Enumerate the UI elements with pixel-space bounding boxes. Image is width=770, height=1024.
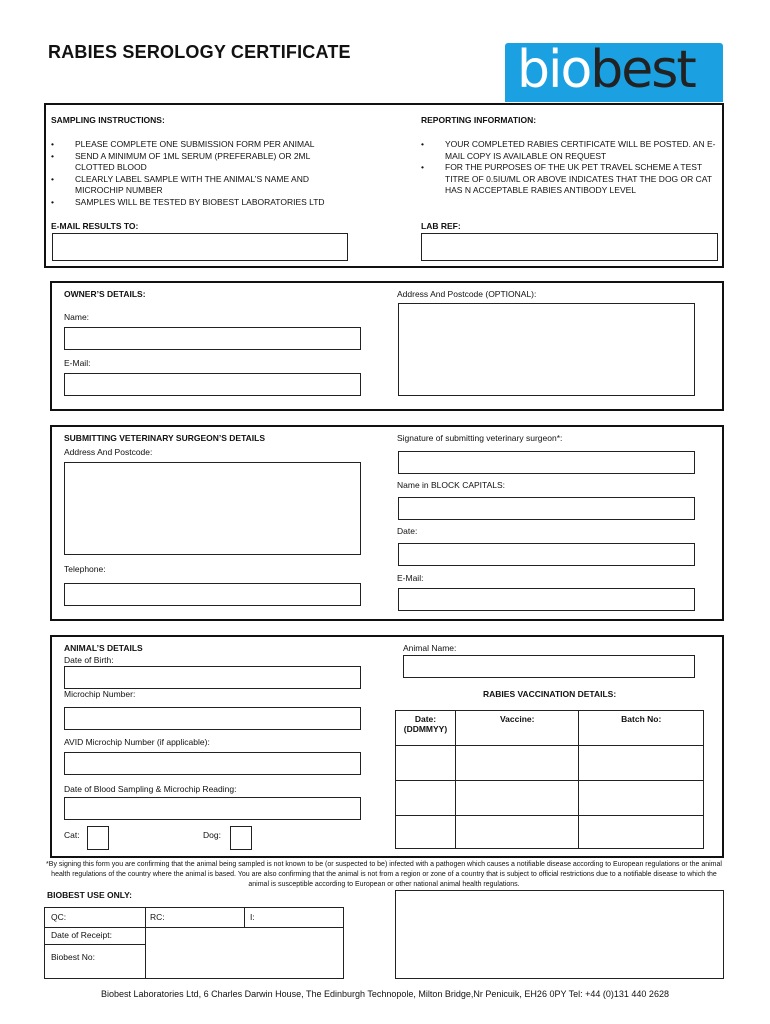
list-item: • FOR THE PURPOSES OF THE UK PET TRAVEL SCHEME A TEST TITRE OF 0.5IU/ML OR ABOVE INDICATES THAT THE DOG OR CAT HAS N ACCEPTABLE RABIES ANTIBODY LEVEL bbox=[421, 162, 721, 197]
column-header: Batch No: bbox=[579, 711, 704, 746]
microchip-field[interactable] bbox=[64, 707, 361, 730]
animal-name-label: Animal Name: bbox=[403, 643, 457, 653]
biobest-logo: biobest bbox=[505, 43, 723, 102]
animal-dob-label: Date of Birth: bbox=[64, 655, 114, 665]
vet-signature-field[interactable] bbox=[398, 451, 695, 474]
owner-email-label: E-Mail: bbox=[64, 358, 91, 368]
reporting-list bbox=[421, 139, 721, 197]
sampling-date-label: Date of Blood Sampling & Microchip Reading: bbox=[64, 784, 237, 794]
owner-heading: OWNER’S DETAILS: bbox=[64, 289, 146, 299]
table-row bbox=[396, 781, 704, 816]
list-item: • CLEARLY LABEL SAMPLE WITH THE ANIMAL’S NAME AND MICROCHIP NUMBER bbox=[51, 174, 336, 197]
sampling-date-field[interactable] bbox=[64, 797, 361, 820]
email-results-field[interactable] bbox=[52, 233, 348, 261]
reporting-heading: REPORTING INFORMATION: bbox=[421, 115, 537, 125]
column-header: Vaccine: bbox=[455, 711, 579, 746]
vet-telephone-label: Telephone: bbox=[64, 564, 106, 574]
lab-ref-label: LAB REF: bbox=[421, 221, 461, 231]
vet-email-field[interactable] bbox=[398, 588, 695, 611]
footer-address: Biobest Laboratories Ltd, 6 Charles Darwin House, The Edinburgh Technopole, Milton Bridge,Nr Penicuik, EH26 0PY Tel: +44 (0)131 440 2628 bbox=[101, 989, 669, 999]
divider bbox=[44, 927, 344, 928]
owner-email-field[interactable] bbox=[64, 373, 361, 396]
list-item: • SEND A MINIMUM OF 1ML SERUM (PREFERABLE) OR 2ML CLOTTED BLOOD bbox=[51, 151, 336, 174]
cat-checkbox[interactable] bbox=[87, 826, 109, 850]
owner-address-label: Address And Postcode (OPTIONAL): bbox=[397, 289, 537, 299]
vet-signature-label: Signature of submitting veterinary surgeon*: bbox=[397, 433, 563, 443]
vaccination-heading: RABIES VACCINATION DETAILS: bbox=[483, 689, 617, 699]
page-title: RABIES SEROLOGY CERTIFICATE bbox=[48, 42, 351, 62]
divider bbox=[44, 944, 145, 945]
declaration-note: *By signing this form you are confirming that the animal being sampled is not known to be (or suspected to be) infected with a pathogen which causes a notifiable disease according to European regulations or the animal health regulations of the country where the animal is based. You are also confirming that the animal is not from a region or zone of a country that is subject to official restrictions due to a notifiable disease to which the animal is susceptible according to European or other national animal health regulations. bbox=[46, 861, 722, 888]
divider bbox=[244, 907, 245, 927]
vet-name-caps-field[interactable] bbox=[398, 497, 695, 520]
microchip-label: Microchip Number: bbox=[64, 689, 136, 699]
vet-telephone-field[interactable] bbox=[64, 583, 361, 606]
column-header: Date: (DDMMYY) bbox=[396, 711, 456, 746]
avid-microchip-label: AVID Microchip Number (if applicable): bbox=[64, 737, 210, 747]
qc-label: QC: bbox=[51, 912, 67, 922]
sampling-heading: SAMPLING INSTRUCTIONS: bbox=[51, 115, 165, 125]
avid-microchip-field[interactable] bbox=[64, 752, 361, 775]
vet-name-caps-label: Name in BLOCK CAPITALS: bbox=[397, 480, 506, 490]
sampling-list bbox=[51, 139, 336, 208]
vet-date-field[interactable] bbox=[398, 543, 695, 566]
biobest-use-grid bbox=[44, 907, 344, 979]
dog-label: Dog: bbox=[203, 830, 221, 840]
vet-email-label: E-Mail: bbox=[397, 573, 424, 583]
owner-address-field[interactable] bbox=[398, 303, 695, 396]
list-item: • SAMPLES WILL BE TESTED BY BIOBEST LABORATORIES LTD bbox=[51, 197, 336, 209]
owner-name-label: Name: bbox=[64, 312, 90, 322]
animal-heading: ANIMAL’S DETAILS bbox=[64, 643, 143, 653]
table-row bbox=[396, 816, 704, 849]
list-item: • PLEASE COMPLETE ONE SUBMISSION FORM PER ANIMAL bbox=[51, 139, 336, 151]
list-item: • YOUR COMPLETED RABIES CERTIFICATE WILL BE POSTED. AN E-MAIL COPY IS AVAILABLE ON REQUEST bbox=[421, 139, 721, 162]
cat-label: Cat: bbox=[64, 830, 80, 840]
vet-address-label: Address And Postcode: bbox=[64, 447, 153, 457]
receipt-label: Date of Receipt: bbox=[51, 930, 112, 940]
animal-name-field[interactable] bbox=[403, 655, 695, 678]
biobest-use-heading: BIOBEST USE ONLY: bbox=[47, 890, 133, 900]
table-row bbox=[396, 746, 704, 781]
dog-checkbox[interactable] bbox=[230, 826, 252, 850]
biobest-no-label: Biobest No: bbox=[51, 952, 95, 962]
animal-dob-field[interactable] bbox=[64, 666, 361, 689]
vaccination-table bbox=[395, 710, 704, 849]
vet-date-label: Date: bbox=[397, 526, 418, 536]
vet-heading: SUBMITTING VETERINARY SURGEON’S DETAILS bbox=[64, 433, 266, 443]
divider bbox=[145, 907, 146, 979]
owner-name-field[interactable] bbox=[64, 327, 361, 350]
biobest-use-notes-box[interactable] bbox=[395, 890, 724, 979]
vet-address-field[interactable] bbox=[64, 462, 361, 555]
email-results-label: E-MAIL RESULTS TO: bbox=[51, 221, 139, 231]
i-label: I: bbox=[250, 912, 255, 922]
table-header-row bbox=[396, 711, 704, 746]
rc-label: RC: bbox=[150, 912, 165, 922]
lab-ref-field[interactable] bbox=[421, 233, 718, 261]
